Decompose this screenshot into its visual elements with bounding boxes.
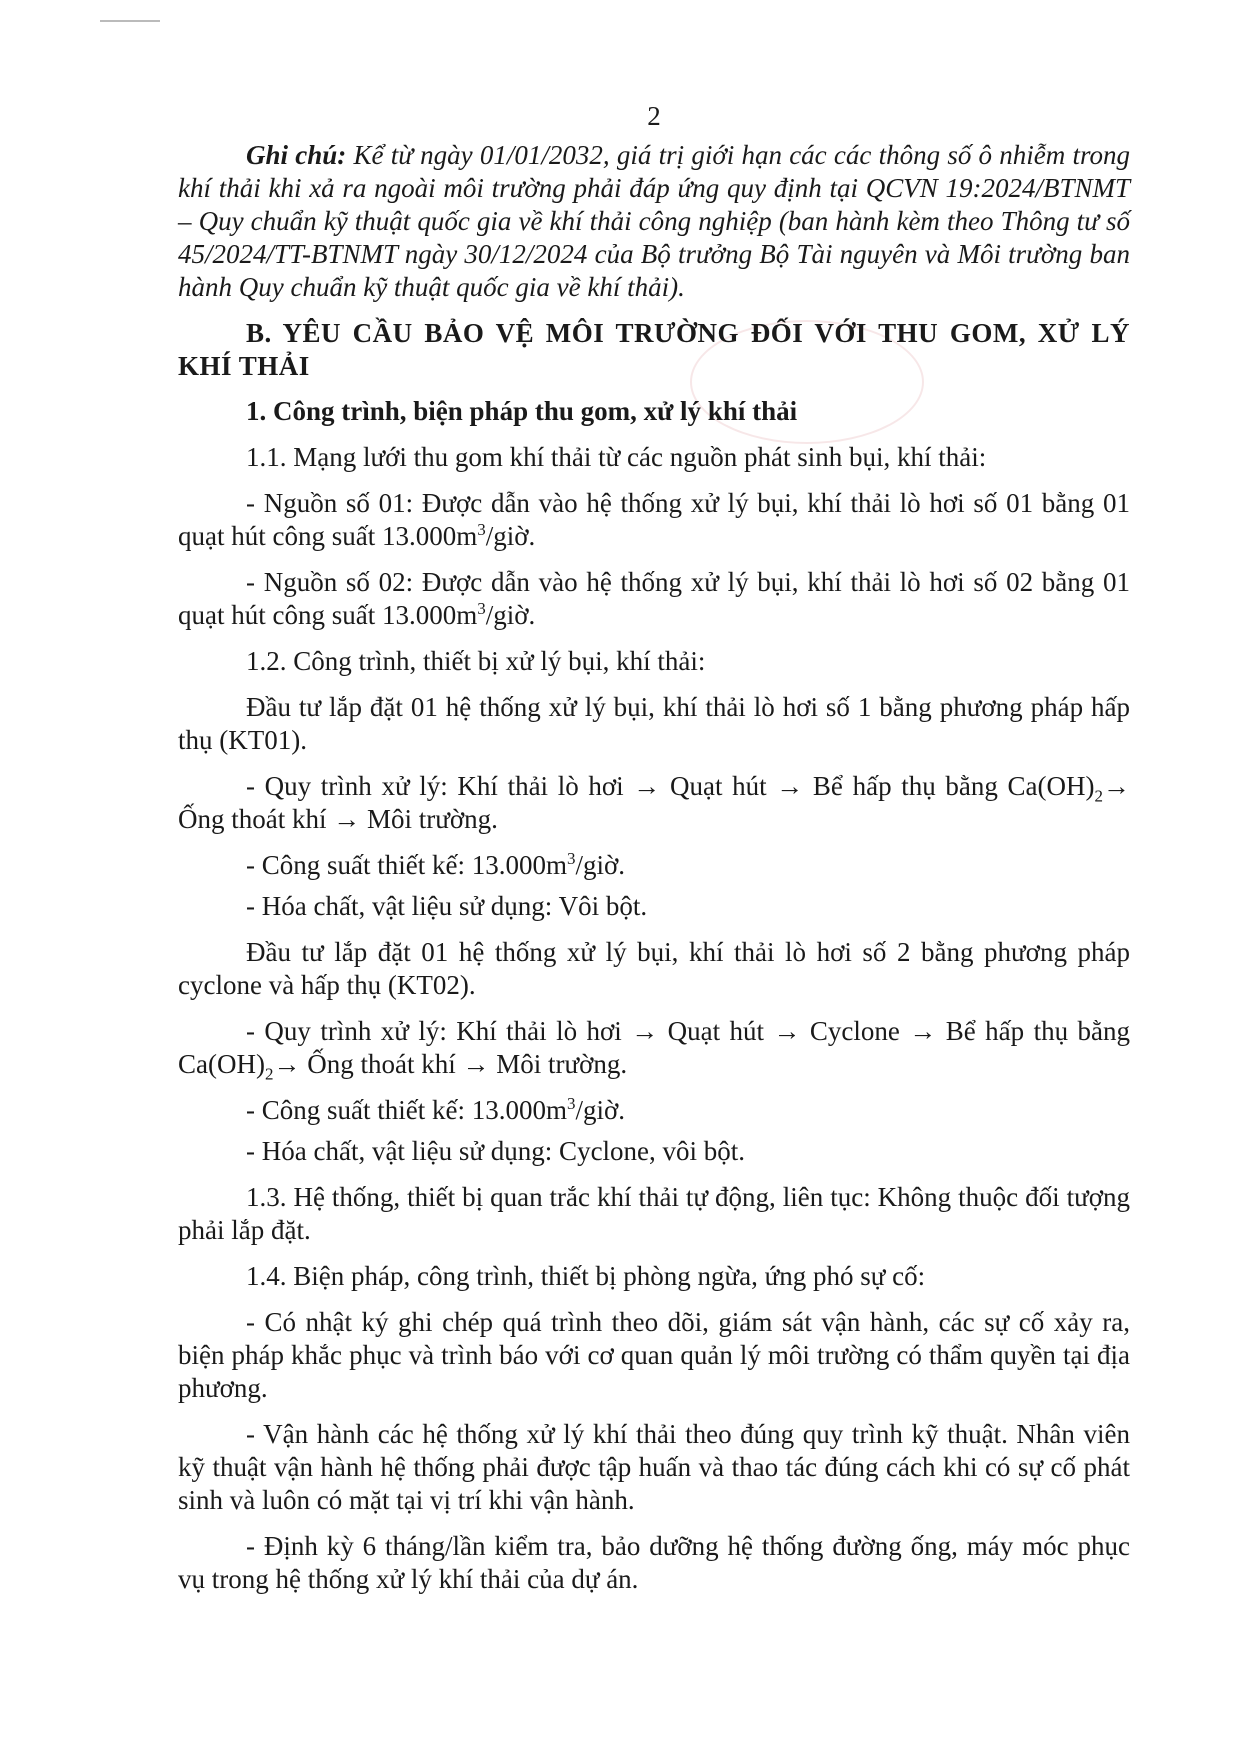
unit-suffix: /giờ. <box>485 600 536 630</box>
heading-1: 1. Công trình, biện pháp thu gom, xử lý khí thải <box>246 396 798 426</box>
capacity-2 <box>178 1094 1130 1127</box>
process-1-end: → Ống thoát khí → Môi trường. <box>178 771 1130 834</box>
unit-suffix: /giờ. <box>485 521 536 551</box>
superscript: 3 <box>477 520 486 539</box>
capacity-text: - Công suất thiết kế: 13.000m <box>246 850 567 880</box>
process-2-end: → Ống thoát khí → Môi trường. <box>273 1049 628 1079</box>
process-2-text: - Quy trình xử lý: Khí thải lò hơi → Quạt hút → Cyclone → Bể hấp thụ bằng Ca(OH) <box>178 1016 1130 1079</box>
source-01-text: - Nguồn số 01: Được dẫn vào hệ thống xử lý bụi, khí thải lò hơi số 01 bằng 01 quạt hút công suất 13.000m <box>178 488 1130 551</box>
note-text: Kể từ ngày 01/01/2032, giá trị giới hạn các các thông số ô nhiễm trong khí thải khi xả ra ngoài môi trường phải đáp ứng quy định tại QCVN 19:2024/BTNMT – Quy chuẩn kỹ thuật quốc gia về khí thải công nghiệp (ban hành kèm theo Thông tư số 45/2024/TT-BTNMT ngày 30/12/2024 của Bộ trưởng Bộ Tài nguyên và Môi trường ban hành Quy chuẩn kỹ thuật quốc gia về khí thải). <box>178 140 1130 302</box>
process-1 <box>178 770 1130 836</box>
paragraph-1-4: 1.4. Biện pháp, công trình, thiết bị phòng ngừa, ứng phó sự cố: <box>246 1261 926 1291</box>
measure-2: - Vận hành các hệ thống xử lý khí thải theo đúng quy trình kỹ thuật. Nhân viên kỹ thuật vận hành hệ thống phải được tập huấn và thao tác đúng cách khi có sự cố phát sinh và luôn có mặt tại vị trí khi vận hành. <box>178 1419 1130 1515</box>
source-01 <box>178 487 1130 553</box>
process-1-text: - Quy trình xử lý: Khí thải lò hơi → Quạt hút → Bể hấp thụ bằng Ca(OH) <box>246 771 1095 801</box>
note-paragraph <box>178 139 1130 304</box>
scan-artifact <box>100 20 160 22</box>
capacity-text: - Công suất thiết kế: 13.000m <box>246 1095 567 1125</box>
capacity-1 <box>178 849 1130 882</box>
subscript: 2 <box>1094 786 1103 806</box>
document-page <box>178 100 1130 1609</box>
subscript: 2 <box>264 1064 274 1084</box>
unit-suffix: /giờ. <box>575 850 625 880</box>
system-1: Đầu tư lắp đặt 01 hệ thống xử lý bụi, khí thải lò hơi số 1 bằng phương pháp hấp thụ (KT01). <box>178 692 1130 755</box>
paragraph-1-1: 1.1. Mạng lưới thu gom khí thải từ các nguồn phát sinh bụi, khí thải: <box>246 442 987 472</box>
page-number: 2 <box>647 101 661 131</box>
superscript: 3 <box>566 1094 576 1113</box>
unit-suffix: /giờ. <box>575 1095 625 1125</box>
measure-1: - Có nhật ký ghi chép quá trình theo dõi, giám sát vận hành, các sự cố xảy ra, biện pháp khắc phục và trình báo với cơ quan quản lý môi trường có thẩm quyền tại địa phương. <box>178 1307 1130 1403</box>
superscript: 3 <box>477 599 486 618</box>
chemicals-2: - Hóa chất, vật liệu sử dụng: Cyclone, vôi bột. <box>246 1136 746 1166</box>
paragraph-1-3: 1.3. Hệ thống, thiết bị quan trắc khí thải tự động, liên tục: Không thuộc đối tượng phải lắp đặt. <box>178 1182 1130 1245</box>
process-2 <box>178 1015 1130 1084</box>
system-2: Đầu tư lắp đặt 01 hệ thống xử lý bụi, khí thải lò hơi số 2 bằng phương pháp cyclone và hấp thụ (KT02). <box>178 937 1130 1000</box>
source-02-text: - Nguồn số 02: Được dẫn vào hệ thống xử lý bụi, khí thải lò hơi số 02 bằng 01 quạt hút công suất 13.000m <box>178 567 1130 630</box>
measure-3: - Định kỳ 6 tháng/lần kiểm tra, bảo dưỡng hệ thống đường ống, máy móc phục vụ trong hệ thống xử lý khí thải của dự án. <box>178 1531 1130 1594</box>
source-02 <box>178 566 1130 632</box>
note-label: Ghi chú: <box>246 140 347 170</box>
superscript: 3 <box>566 849 576 868</box>
chemicals-1: - Hóa chất, vật liệu sử dụng: Vôi bột. <box>246 891 648 921</box>
paragraph-1-2: 1.2. Công trình, thiết bị xử lý bụi, khí thải: <box>246 646 706 676</box>
section-b-title: B. YÊU CẦU BẢO VỆ MÔI TRƯỜNG ĐỐI VỚI THU GOM, XỬ LÝ KHÍ THẢI <box>178 318 1130 381</box>
